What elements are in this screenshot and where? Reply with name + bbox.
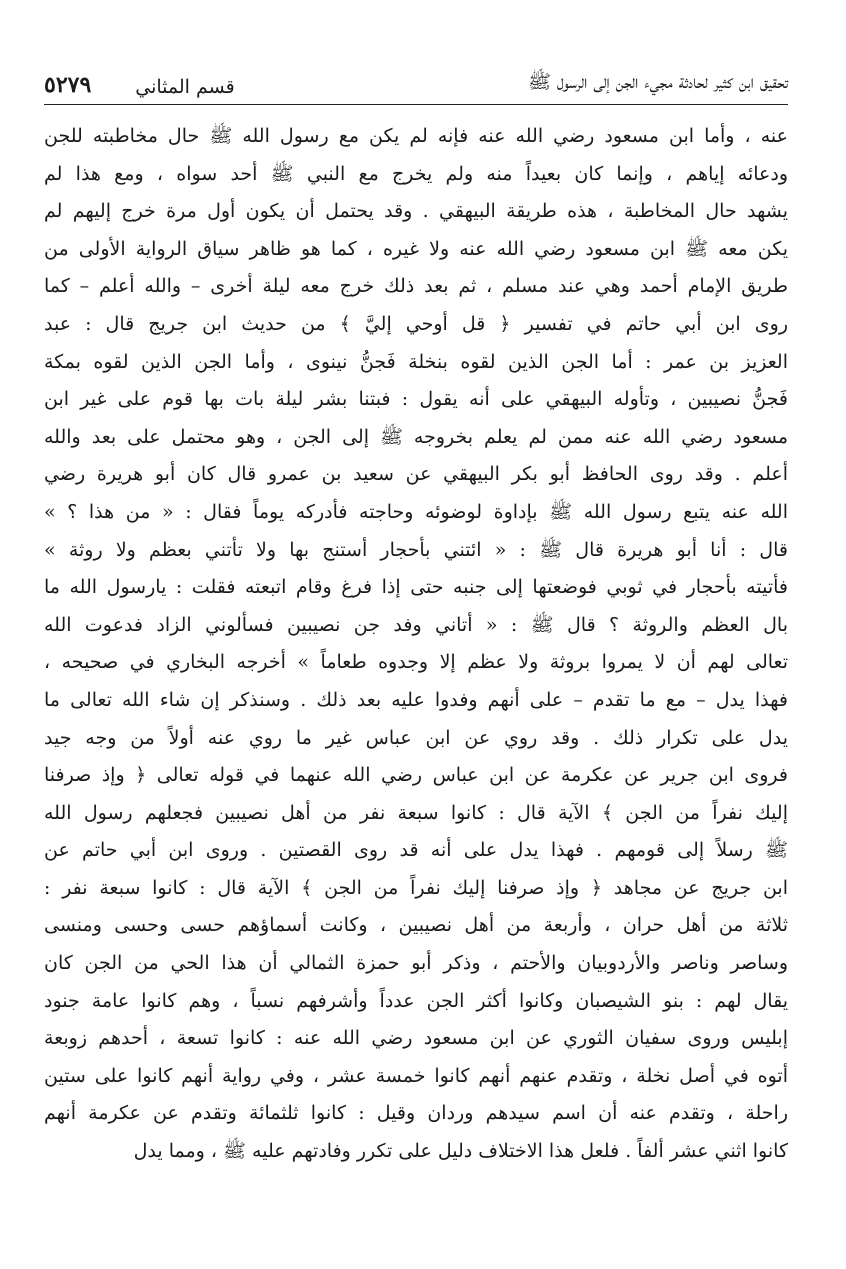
text-line: أتوه في أصل نخلة ، وتقدم عنهم أنهم كانوا خمسة عشر ، وفي رواية أنهم كانوا على ستين — [44, 1064, 788, 1087]
text-line: وساصر وناصر والأردوبيان والأحتم ، وذكر أبو حمزة الثمالي أن هذا الحي من الجن كان — [44, 952, 788, 975]
header-title: تحقيق ابن كثير لحادثة مجيء الجن إلى الرسول ﷺ — [527, 71, 788, 93]
header-section: قسم المثاني — [135, 76, 235, 98]
text-line: ابن جريج عن مجاهد ﴿ وإذ صرفنا إليك نفراً من الجن ﴾ الآية قال : كانوا سبعة نفر : — [44, 876, 788, 899]
text-line: كانوا اثني عشر ألفاً . فلعل هذا الاختلاف دليل على تكرر وفادتهم عليه ﷺ ، ومما يدل — [133, 1140, 788, 1163]
text-line: فَجنُّ نصيبين ، وتأوله البيهقي على أنه يقول : فبتنا بشر ليلة بات بها قوم على غير ابن — [44, 388, 788, 411]
text-line: أعلم . وقد روى الحافظ أبو بكر البيهقي عن سعيد بن عمرو قال كان أبو هريرة رضي — [44, 463, 788, 486]
text-line: فهذا يدل – مع ما تقدم – على أنهم وفدوا عليه بعد ذلك . وسنذكر إن شاء الله تعالى ما — [44, 688, 788, 711]
header-divider — [44, 104, 788, 105]
text-line: عنه ، وأما ابن مسعود رضي الله عنه فإنه لم يكن مع رسول الله ﷺ حال مخاطبته للجن — [44, 125, 788, 147]
text-line: يكن معه ﷺ ابن مسعود رضي الله عنه ولا غيره ، كما هو ظاهر سياق الرواية الأولى من — [44, 237, 788, 260]
text-line: روى ابن أبي حاتم في تفسير ﴿ قل أوحي إليَّ ﴾ من حديث ابن جريج قال : عبد — [44, 312, 788, 335]
running-header — [44, 58, 788, 98]
text-line: يشهد حال المخاطبة ، هذه طريقة البيهقي . وقد يحتمل أن يكون أول مرة خرج إليهم لم — [44, 200, 788, 223]
text-line: إبليس وروى سفيان الثوري عن ابن مسعود رضي الله عنه : كانوا تسعة ، أحدهم زوبعة — [44, 1027, 788, 1050]
text-line: الله عنه يتبع رسول الله ﷺ بإداوة لوضوئه وحاجته فأدركه يوماً فقال : « من هذا ؟ » — [44, 500, 788, 523]
text-line: طريق الإمام أحمد وهي عند مسلم ، ثم بعد ذلك خرج معه ليلة أخرى – والله أعلم – كما — [44, 275, 788, 298]
text-line: بال العظم والروثة ؟ قال ﷺ : « أتاني وفد جن نصيبين فسألوني الزاد فدعوت الله — [44, 613, 788, 636]
header-meta — [44, 72, 235, 98]
text-line: مسعود رضي الله عنه ممن لم يعلم بخروجه ﷺ إلى الجن ، وهو محتمل على بعد والله — [44, 425, 788, 448]
text-line: راحلة ، وتقدم عنه أن اسم سيدهم وردان وقيل : كانوا ثلثمائة وتقدم عن عكرمة أنهم — [44, 1102, 788, 1125]
text-line: تعالى لهم أن لا يمروا بروثة ولا عظم إلا وجدوه طعاماً » أخرجه البخاري في صحيحه ، — [44, 651, 788, 674]
text-line: ثلاثة من أهل حران ، وأربعة من أهل نصيبين ، وكانت أسماؤهم حسى وحسى ومنسى — [44, 914, 788, 937]
text-line: ﷺ رسلاً إلى قومهم . فهذا يدل على أنه قد روى القصتين . وروى ابن أبي حاتم عن — [44, 839, 788, 862]
text-line: قال : أنا أبو هريرة قال ﷺ : « ائتني بأحجار أستنج بها ولا تأتني بعظم ولا روثة » — [44, 538, 788, 561]
text-line: ودعائه إياهم ، وإنما كان بعيداً منه ولم يخرج مع النبي ﷺ أحد سواه ، ومع هذا لم — [44, 162, 788, 185]
text-line: إليك نفراً من الجن ﴾ الآية قال : كانوا سبعة نفر من أهل نصيبين فجعلهم رسول الله — [44, 801, 788, 824]
body-text — [44, 118, 788, 1248]
text-line: العزيز بن عمر : أما الجن الذين لقوه بنخلة فَجنُّ نينوى ، وأما الجن الذين لقوه بمكة — [44, 350, 788, 373]
page-number: ٥٢٧٩ — [44, 72, 92, 98]
text-line: يقال لهم : بنو الشيصبان وكانوا أكثر الجن عدداً وأشرفهم نسباً ، وهم كانوا عامة جنود — [44, 989, 788, 1012]
text-line: فأتيته بأحجار في ثوبي فوضعتها إلى جنبه حتى إذا فرغ وقام اتبعته فقلت : يارسول الله ما — [44, 576, 788, 599]
text-line: يدل على تكرار ذلك . وقد روي عن ابن عباس غير ما روي عنه أولاً من وجه جيد — [44, 726, 788, 749]
text-line: فروى ابن جرير عن عكرمة عن ابن عباس رضي الله عنهما في قوله تعالى ﴿ وإذ صرفنا — [44, 764, 788, 787]
